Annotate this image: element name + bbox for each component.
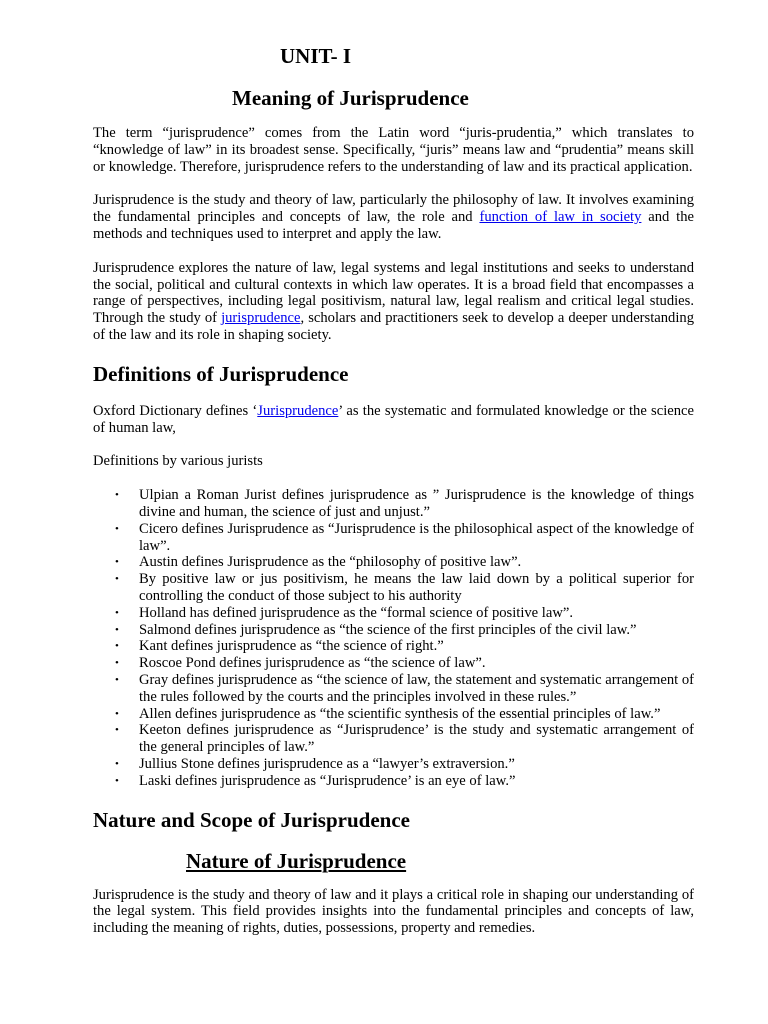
definition-text: Ulpian a Roman Jurist defines jurisprudence as ” Jurisprudence is the knowledge of things divine and human, the science of just and unjust.” — [139, 487, 694, 520]
bullet-icon: • — [115, 774, 119, 787]
definition-list-item — [115, 554, 694, 571]
intro-p2-text-before: Jurisprudence is the study and theory of law, particularly the philosophy of law. It involves examining the fundamental principles and concepts of law, the role and — [93, 192, 694, 226]
bullet-icon: • — [115, 489, 119, 502]
document-content — [93, 42, 694, 937]
definition-list-item — [115, 571, 694, 605]
definition-list-item — [115, 671, 695, 706]
oxford-definition — [93, 403, 694, 437]
intro-p3-text-after: , scholars and practitioners seek to develop a deeper understanding of the law and its role in shaping society. — [93, 310, 694, 343]
nature-paragraph: Jurisprudence is the study and theory of law and it plays a critical role in shaping our understanding of the legal system. This field provides insights into the fundamental principles and concepts of law, including the meaning of rights, duties, possessions, property and remedies. — [93, 886, 694, 937]
bullet-icon: • — [115, 707, 119, 720]
definition-list-item — [115, 638, 694, 655]
function-of-law-link[interactable]: function of law in society — [479, 209, 642, 226]
definition-text: Keeton defines jurisprudence as “Jurisprudence’ is the study and systematic arrangement of the general principles of law.” — [139, 722, 694, 756]
intro-paragraph-1: The term “jurisprudence” comes from the Latin word “juris-prudentia,” which translates to “knowledge of law” in its broadest sense. Specifically, “juris” means law and “prudentia” means skill or knowledge. Therefore, jurisprudence refers to the understanding of law and its practical application. — [93, 125, 694, 175]
intro-p2-text-after: and the methods and techniques used to interpret and apply the law. — [93, 209, 695, 242]
definition-text: Holland has defined jurisprudence as the “formal science of positive law”. — [139, 604, 574, 621]
definition-list-item — [115, 604, 694, 622]
definition-text: Roscoe Pond defines jurisprudence as “the science of law”. — [139, 655, 486, 672]
definition-text: Kant defines jurisprudence as “the science of right.” — [139, 638, 444, 655]
definition-list-item — [115, 520, 694, 555]
bullet-icon: • — [115, 673, 119, 686]
definition-list-item — [115, 705, 694, 723]
bullet-icon: • — [115, 657, 119, 670]
bullet-icon: • — [115, 556, 119, 569]
bullet-icon: • — [115, 640, 119, 653]
bullet-icon: • — [115, 573, 119, 586]
definition-list-item — [115, 722, 694, 756]
intro-p3-text-before: Jurisprudence explores the nature of law, legal systems and legal institutions and seeks to understand the social, political and cultural contexts in which law operates. It is a broad field that encompasses a range of perspectives, including legal positivism, natural law, legal realism and critical legal studies. Through the study of — [93, 259, 694, 327]
definition-text: Austin defines Jurisprudence as the “philosophy of positive law”. — [139, 554, 522, 571]
oxford-jurisprudence-link[interactable]: Jurisprudence — [257, 402, 339, 419]
bullet-icon: • — [115, 757, 119, 770]
definition-list-item — [115, 755, 694, 773]
definition-text: By positive law or jus positivism, he means the law laid down by a political superior for controlling the conduct of those subject to his authority — [139, 571, 694, 604]
bullet-icon: • — [115, 623, 119, 636]
definition-list-item — [115, 487, 694, 521]
definition-text: Allen defines jurisprudence as “the scientific synthesis of the essential principles of law.” — [139, 705, 661, 722]
jurisprudence-link[interactable]: jurisprudence — [221, 310, 301, 327]
oxford-text-before: Oxford Dictionary defines ‘ — [93, 402, 258, 419]
meaning-heading: Meaning of Jurisprudence — [232, 86, 469, 110]
definition-list-item — [115, 772, 694, 790]
bullet-icon: • — [115, 724, 119, 737]
oxford-text-after: ’ as the systematic and formulated knowledge or the science of human law, — [93, 402, 694, 436]
unit-title: UNIT- I — [280, 44, 351, 68]
definition-text: Gray defines jurisprudence as “the science of law, the statement and systematic arrangement of the rules followed by the courts and the principles involved in these rules.” — [139, 671, 695, 705]
definition-list-item — [115, 621, 694, 639]
definition-text: Salmond defines jurisprudence as “the science of the first principles of the civil law.” — [139, 621, 637, 638]
jurists-intro: Definitions by various jurists — [93, 453, 263, 470]
definition-text: Cicero defines Jurisprudence as “Jurisprudence is the philosophical aspect of the knowledge of law”. — [139, 520, 694, 554]
intro-paragraph-3 — [93, 260, 694, 344]
definition-text: Laski defines jurisprudence as “Jurisprudence’ is an eye of law.” — [139, 772, 516, 789]
definition-text: Jullius Stone defines jurisprudence as a “lawyer’s extraversion.” — [139, 755, 515, 772]
nature-heading — [93, 847, 694, 875]
nature-heading-text: Nature of Jurisprudence — [186, 848, 407, 873]
definition-list-item — [115, 655, 694, 672]
intro-paragraph-2 — [93, 192, 694, 242]
bullet-icon: • — [115, 606, 119, 619]
definitions-list — [93, 487, 694, 789]
nature-scope-heading: Nature and Scope of Jurisprudence — [93, 807, 410, 832]
bullet-icon: • — [115, 522, 119, 535]
definitions-heading: Definitions of Jurisprudence — [93, 361, 349, 386]
